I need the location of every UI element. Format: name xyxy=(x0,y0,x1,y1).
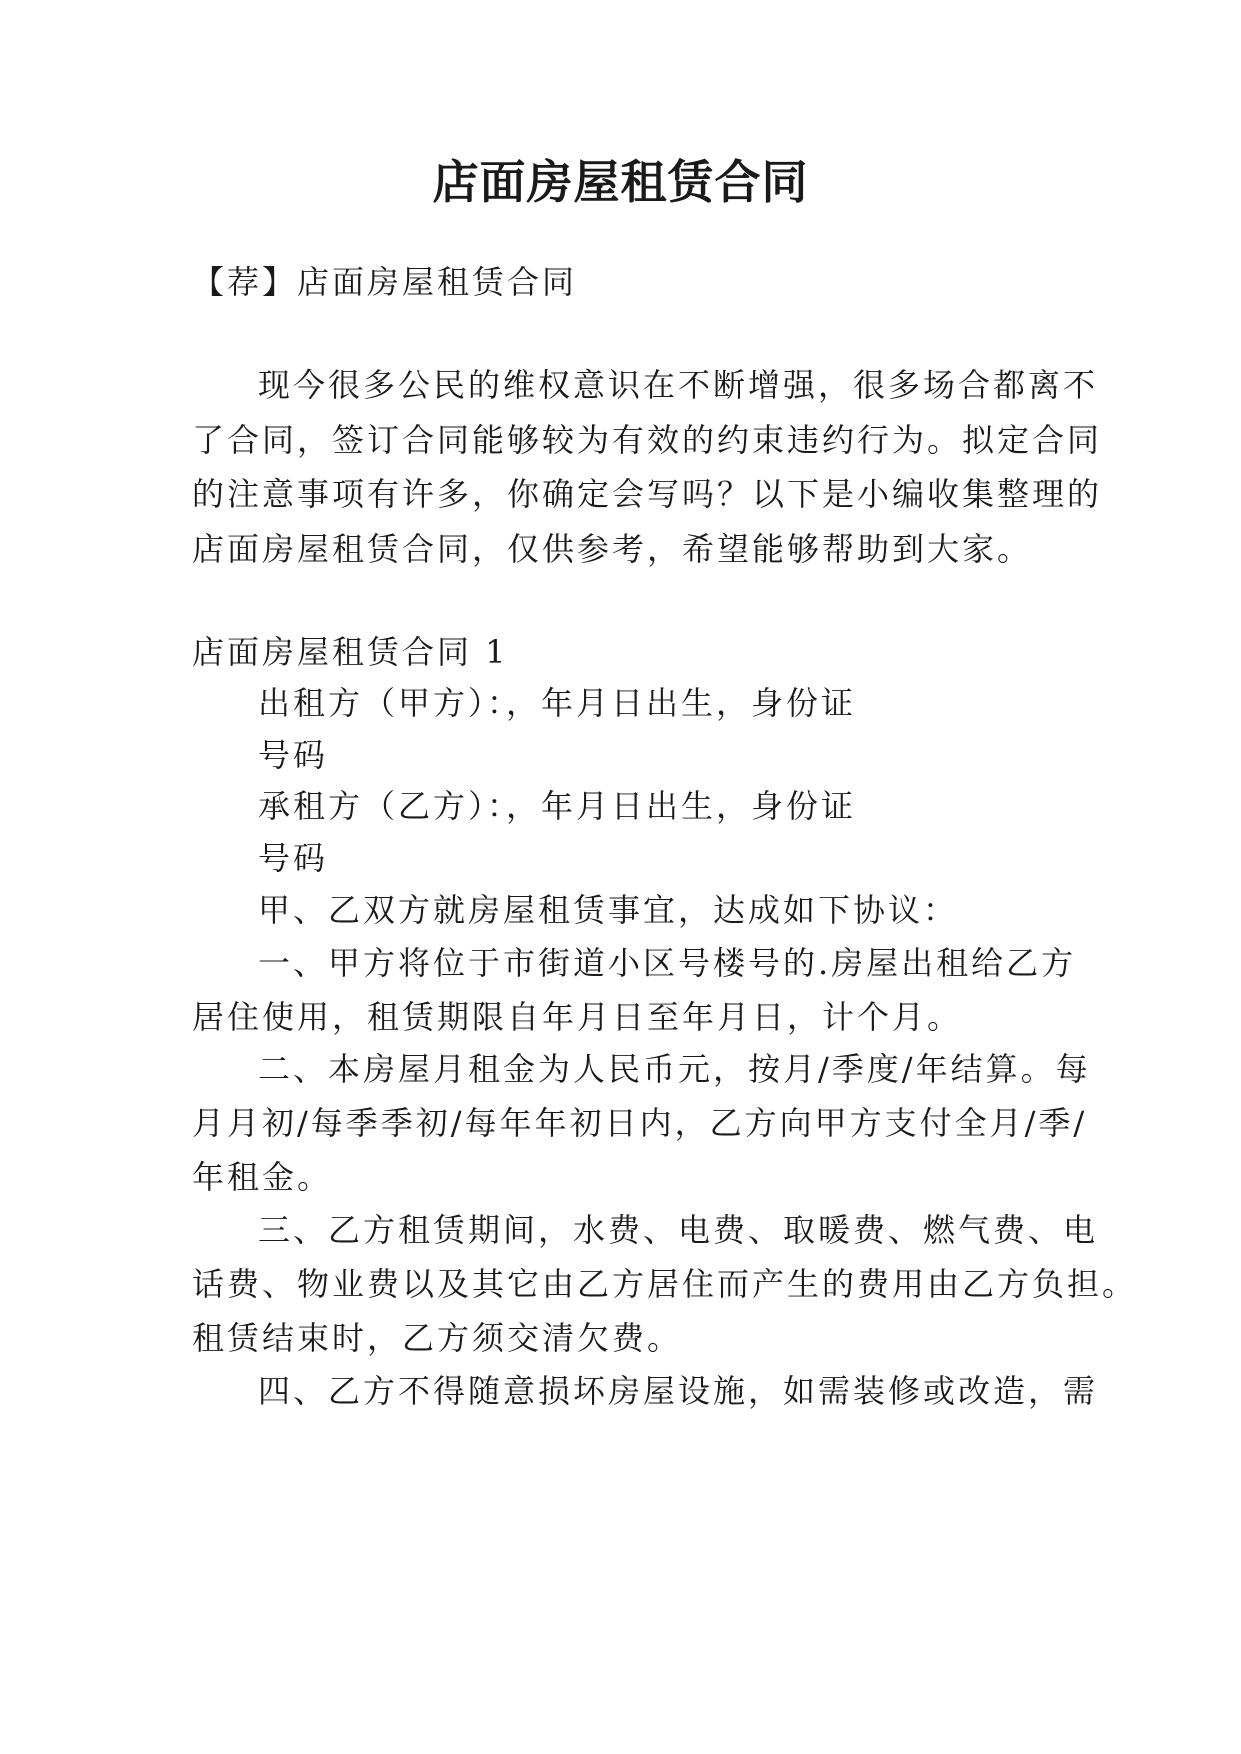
party-a-id-line: 号码 xyxy=(258,736,329,774)
document-title: 店面房屋租赁合同 xyxy=(432,155,809,209)
intro-line-3: 的注意事项有许多，你确定会写吗？以下是小编收集整理的 xyxy=(192,475,1103,513)
agreement-line: 甲、乙双方就房屋租赁事宜，达成如下协议： xyxy=(258,891,959,929)
intro-line-4: 店面房屋租赁合同，仅供参考，希望能够帮助到大家。 xyxy=(192,530,1033,568)
party-b-line: 承租方（乙方）：，年月日出生，身份证 xyxy=(258,787,857,825)
clause-1-line-1: 一、甲方将位于市街道小区号楼号的.房屋出租给乙方 xyxy=(258,944,1077,982)
clause-3-line-2: 话费、物业费以及其它由乙方居住而产生的费用由乙方负担。 xyxy=(192,1265,1138,1303)
clause-2-line-1: 二、本房屋月租金为人民币元，按月/季度/年结算。每 xyxy=(258,1050,1091,1088)
recommend-line: 【荐】店面房屋租赁合同 xyxy=(192,263,578,301)
section-title: 店面房屋租赁合同 1 xyxy=(192,633,509,671)
intro-line-1: 现今很多公民的维权意识在不断增强，很多场合都离不 xyxy=(258,366,1099,404)
clause-2-line-3: 年租金。 xyxy=(192,1158,333,1196)
clause-1-line-2: 居住使用，租赁期限自年月日至年月日，计个月。 xyxy=(192,998,963,1036)
party-b-id-line: 号码 xyxy=(258,839,329,877)
clause-2-line-2: 月月初/每季季初/每年年初日内，乙方向甲方支付全月/季/ xyxy=(192,1104,1088,1142)
intro-line-2: 了合同，签订合同能够较为有效的约束违约行为。拟定合同 xyxy=(192,421,1103,459)
clause-3-line-3: 租赁结束时，乙方须交清欠费。 xyxy=(192,1319,683,1357)
clause-4-line-1: 四、乙方不得随意损坏房屋设施，如需装修或改造，需 xyxy=(258,1372,1099,1410)
clause-3-line-1: 三、乙方租赁期间，水费、电费、取暖费、燃气费、电 xyxy=(258,1211,1099,1249)
party-a-line: 出租方（甲方）：，年月日出生，身份证 xyxy=(258,684,857,722)
